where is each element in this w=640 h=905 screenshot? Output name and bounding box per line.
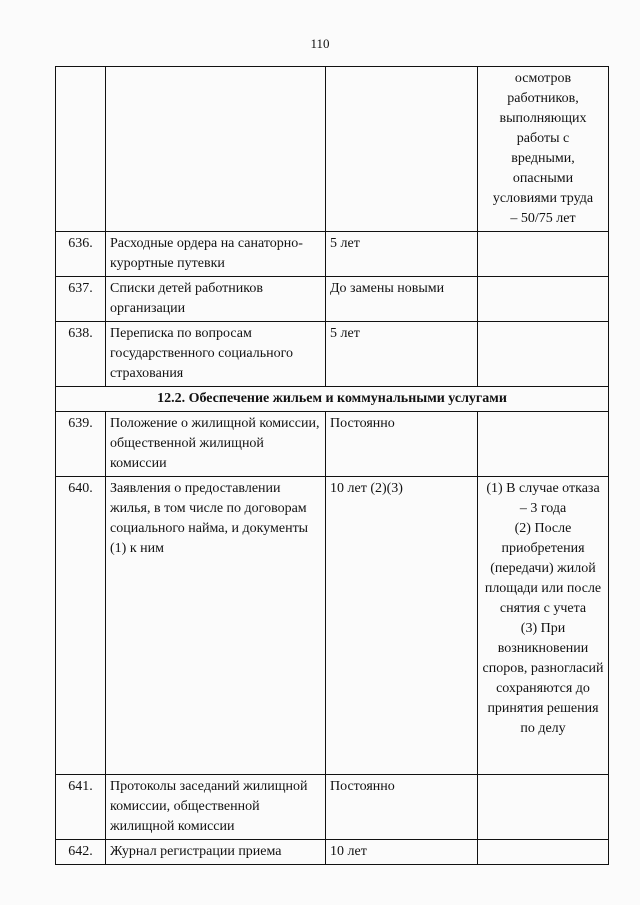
document-title-cell: Расходные ордера на санаторно-курортные путевки — [106, 232, 326, 277]
note-line: осмотров — [514, 71, 572, 86]
retention-term-cell: 10 лет (2)(3) — [326, 477, 478, 775]
note-cell — [478, 412, 609, 477]
document-title-cell: Списки детей работников организации — [106, 277, 326, 322]
retention-term-cell: Постоянно — [326, 775, 478, 840]
footnote-2: (2) После приобретения (передачи) жилой площади или после снятия с учета — [484, 521, 602, 616]
retention-term-cell: 5 лет — [326, 322, 478, 387]
document-title-cell: Положение о жилищной комиссии, общественной жилищной комиссии — [106, 412, 326, 477]
note-cell — [478, 232, 609, 277]
note-line: – 50/75 лет — [510, 211, 576, 226]
row-number-cell: 636. — [56, 232, 106, 277]
row-number-cell — [56, 67, 106, 232]
page-number: 110 — [310, 36, 330, 51]
footnote-3: (3) При возникновении споров, разногласий сохраняются до принятия решения по делу — [482, 621, 604, 736]
row-number-cell: 641. — [56, 775, 106, 840]
retention-term-cell: 5 лет — [326, 232, 478, 277]
table-row — [56, 477, 609, 775]
document-title-cell: Переписка по вопросам государственного социального страхования — [106, 322, 326, 387]
document-title-cell: Заявления о предоставлении жилья, в том числе по договорам социального найма, и документы (1) к ним — [106, 477, 326, 775]
document-title-cell: Протоколы заседаний жилищной комиссии, общественной жилищной комиссии — [106, 775, 326, 840]
section-row — [56, 387, 609, 412]
note-cell — [478, 277, 609, 322]
retention-term-cell: Постоянно — [326, 412, 478, 477]
table-row — [56, 840, 609, 865]
row-number-cell: 638. — [56, 322, 106, 387]
row-number-cell: 640. — [56, 477, 106, 775]
table-row — [56, 322, 609, 387]
row-number-cell: 637. — [56, 277, 106, 322]
row-number-cell: 642. — [56, 840, 106, 865]
table-row — [56, 775, 609, 840]
document-title-cell: Журнал регистрации приема — [106, 840, 326, 865]
note-line: выполняющих — [499, 111, 587, 126]
table-row — [56, 67, 609, 232]
note-line: работы с — [516, 131, 570, 146]
retention-term-cell: 10 лет — [326, 840, 478, 865]
note-cell — [478, 477, 609, 775]
note-cell — [478, 67, 609, 232]
note-cell — [478, 840, 609, 865]
retention-term-cell: До замены новыми — [326, 277, 478, 322]
row-number-cell: 639. — [56, 412, 106, 477]
table-row — [56, 412, 609, 477]
table-row — [56, 277, 609, 322]
note-line: опасными — [512, 171, 574, 186]
table-row — [56, 232, 609, 277]
footnote-1: (1) В случае отказа – 3 года — [486, 481, 600, 516]
note-cell — [478, 322, 609, 387]
records-table — [55, 66, 609, 865]
document-title-cell — [106, 67, 326, 232]
note-line: работников, — [507, 91, 579, 106]
retention-term-cell — [326, 67, 478, 232]
section-heading: 12.2. Обеспечение жильем и коммунальными услугами — [56, 387, 609, 412]
note-cell — [478, 775, 609, 840]
note-line: условиями труда — [492, 191, 594, 206]
note-line: вредными, — [511, 151, 575, 166]
